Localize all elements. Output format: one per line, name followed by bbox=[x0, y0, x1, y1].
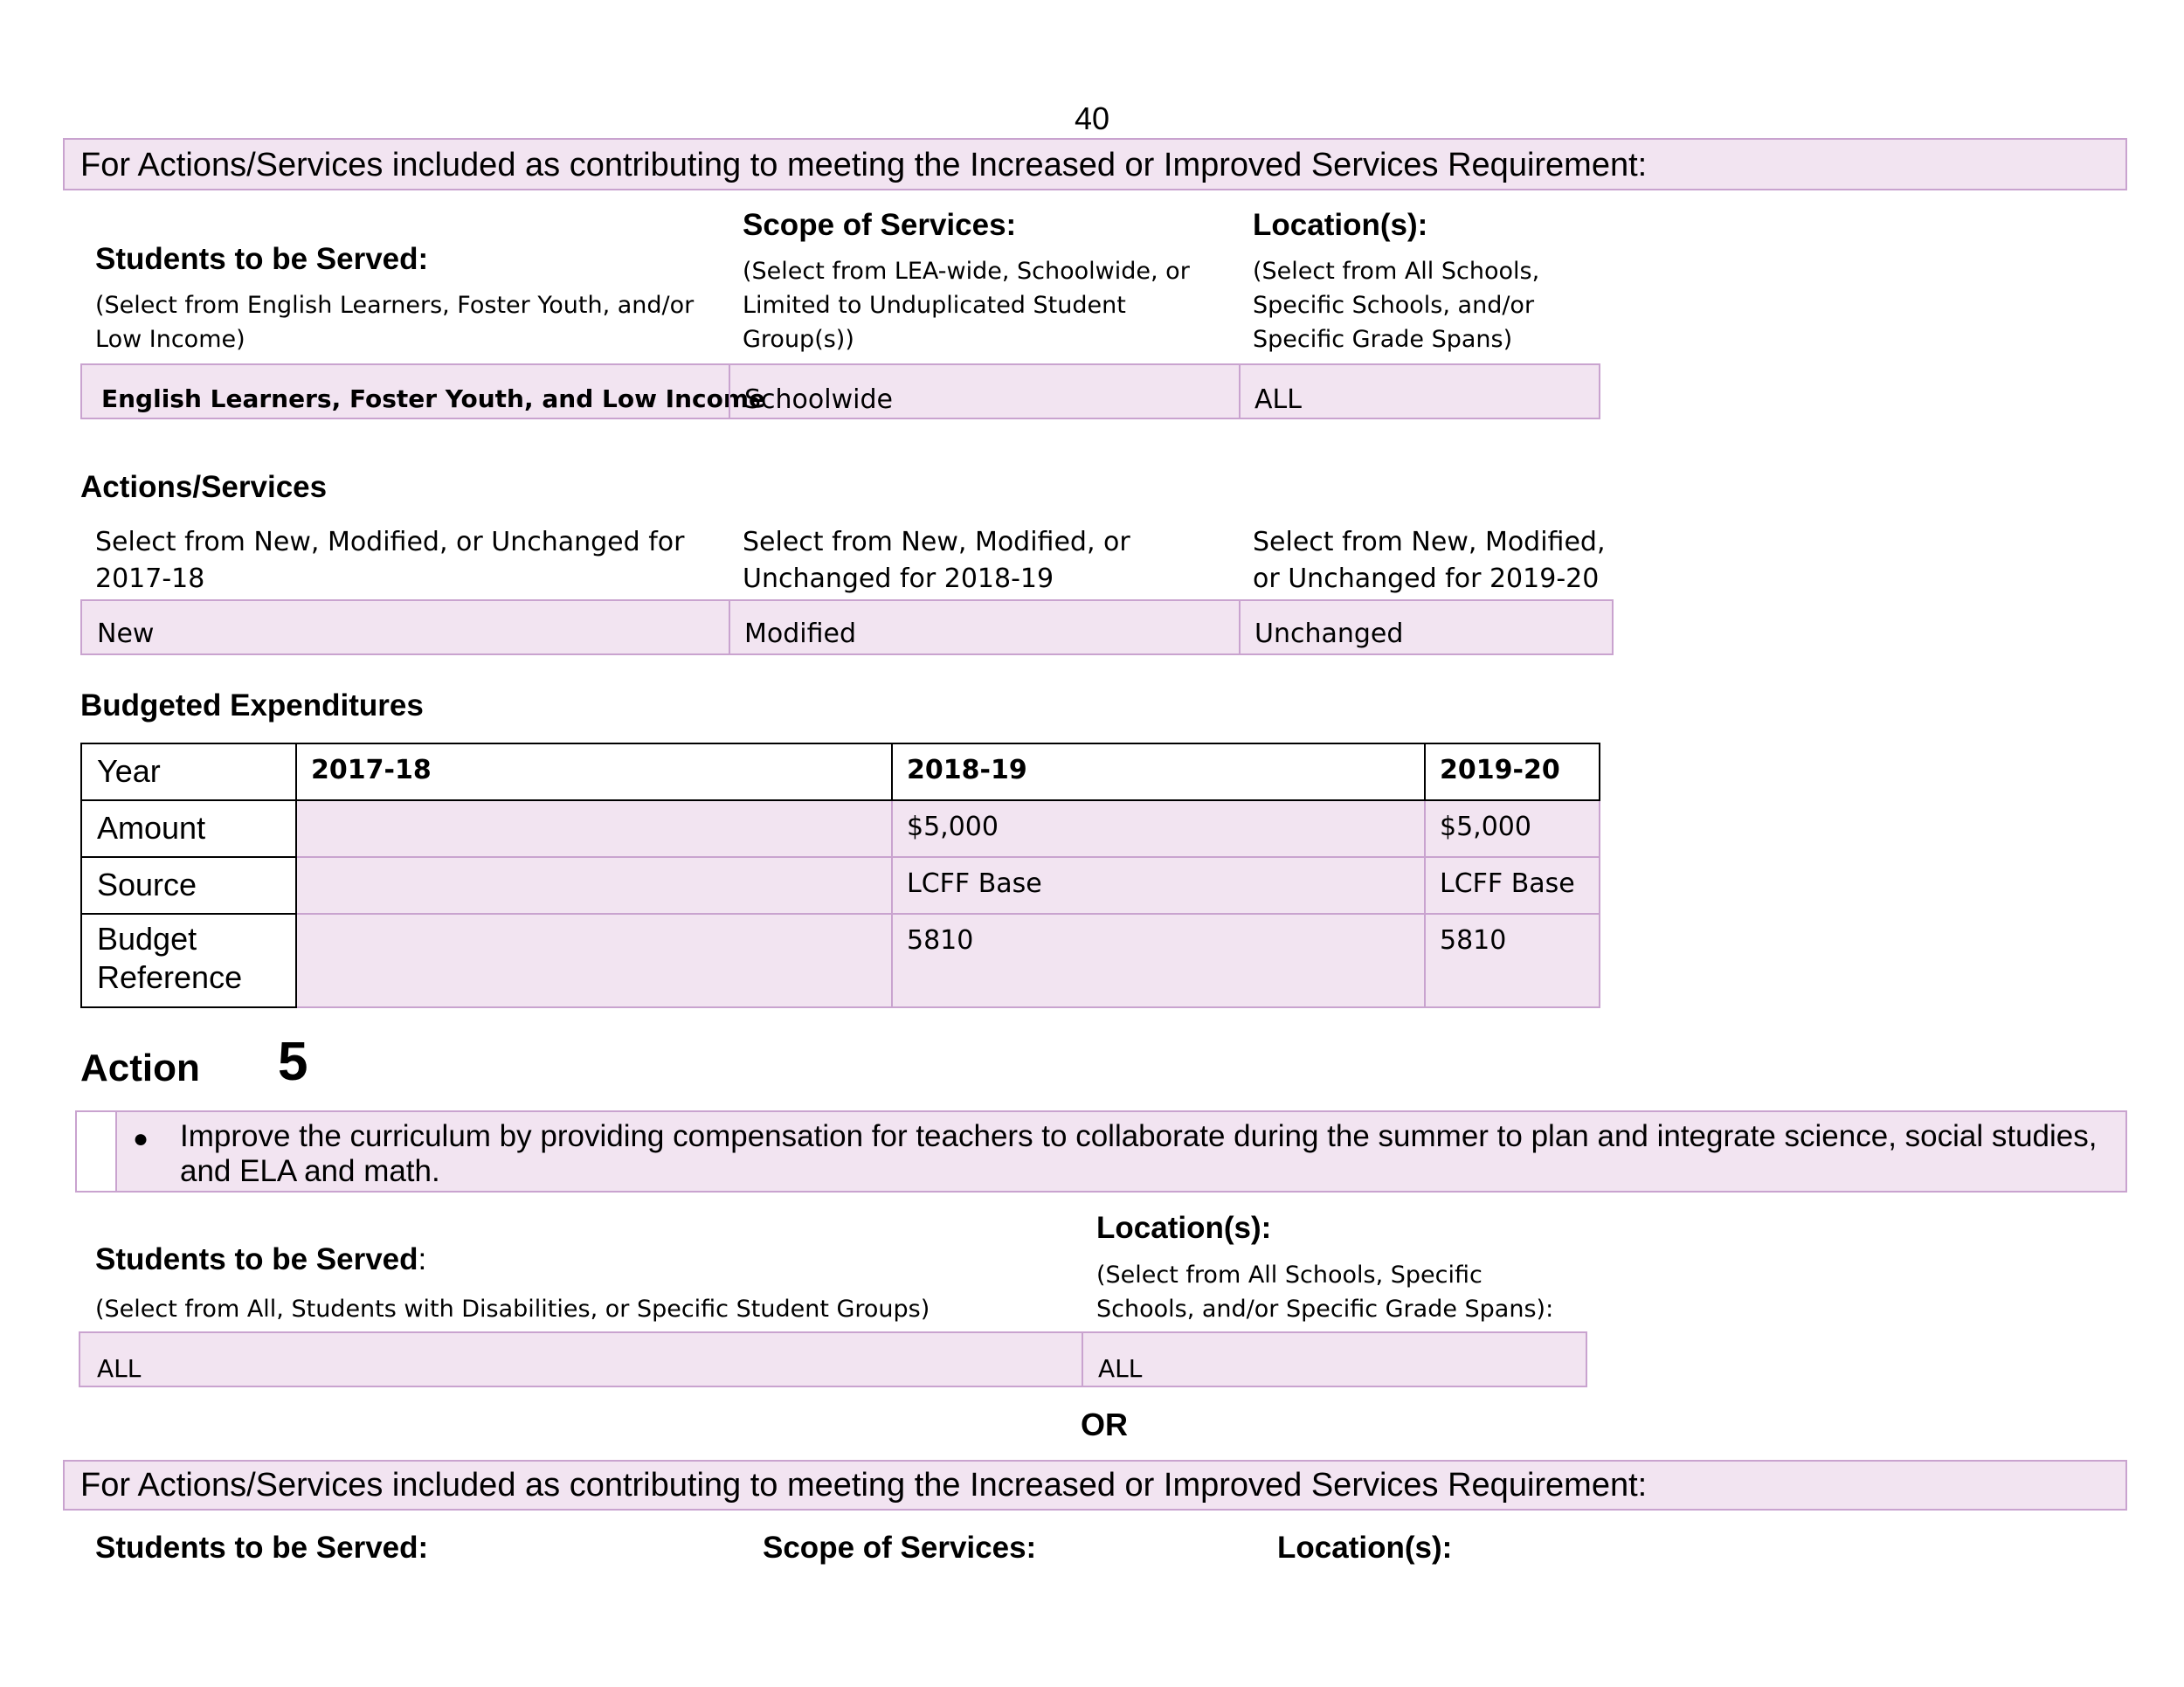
served-values-row-2 bbox=[79, 1331, 1587, 1387]
students-to-be-served-heading: Students to be Served: bbox=[95, 242, 429, 276]
actions-values-row bbox=[80, 599, 1614, 655]
budget-reference-label: Budget Reference bbox=[81, 914, 296, 1007]
contributing-banner-2 bbox=[63, 1460, 2127, 1511]
bullet-icon: ● bbox=[133, 1124, 149, 1153]
contributing-banner bbox=[63, 138, 2127, 190]
amount-label: Amount bbox=[81, 800, 296, 857]
page-number: 40 bbox=[1075, 100, 1110, 136]
banner-text: For Actions/Services included as contributing to meeting the Increased or Improved Services Requirement: bbox=[80, 147, 1648, 183]
action-description[interactable]: Improve the curriculum by providing compensation for teachers to collaborate during the summer to plan and integrate science, social studies, and ELA and math. bbox=[180, 1119, 2098, 1188]
actions-2017-value[interactable]: New bbox=[97, 619, 155, 649]
budget-source-row bbox=[81, 857, 1600, 914]
served-values-row bbox=[80, 363, 1600, 419]
reference-2018[interactable]: 5810 bbox=[892, 914, 1425, 1007]
actions-2017-hint: Select from New, Modified, or Unchanged for 2017-18 bbox=[95, 527, 685, 594]
scope-of-services-heading-3: Scope of Services: bbox=[763, 1531, 1037, 1565]
location-hint: (Select from All Schools, Specific Schools, and/or Specific Grade Spans) bbox=[1253, 258, 1540, 353]
budget-amount-row bbox=[81, 800, 1600, 857]
budget-table bbox=[80, 743, 1600, 1008]
location-heading-2: Location(s): bbox=[1096, 1211, 1272, 1245]
actions-2019-hint: Select from New, Modified, or Unchanged for 2019-20 bbox=[1253, 527, 1606, 594]
year-2017-header: 2017-18 bbox=[296, 743, 892, 800]
source-2018[interactable]: LCFF Base bbox=[892, 857, 1425, 914]
students-served-value-2[interactable]: ALL bbox=[97, 1354, 142, 1383]
students-hint-2: (Select from All, Students with Disabilities, or Specific Student Groups) bbox=[95, 1296, 930, 1323]
year-2019-header: 2019-20 bbox=[1425, 743, 1600, 800]
year-label: Year bbox=[81, 743, 296, 800]
actions-2019-value[interactable]: Unchanged bbox=[1254, 619, 1404, 649]
location-heading: Location(s): bbox=[1253, 208, 1428, 242]
location-heading-3: Location(s): bbox=[1277, 1531, 1453, 1565]
location-value-2[interactable]: ALL bbox=[1098, 1354, 1143, 1383]
scope-value[interactable]: Schoolwide bbox=[744, 384, 893, 415]
students-to-be-served-heading-3: Students to be Served: bbox=[95, 1531, 429, 1565]
budget-reference-row bbox=[81, 914, 1600, 1007]
or-separator: OR bbox=[1081, 1407, 1128, 1442]
scope-hint: (Select from LEA-wide, Schoolwide, or Limited to Unduplicated Student Group(s)) bbox=[743, 258, 1190, 353]
scope-of-services-heading: Scope of Services: bbox=[743, 208, 1017, 242]
source-label: Source bbox=[81, 857, 296, 914]
amount-2017[interactable] bbox=[296, 800, 892, 857]
actions-2018-value[interactable]: Modified bbox=[744, 619, 857, 649]
action-number: 5 bbox=[278, 1032, 308, 1092]
location-value[interactable]: ALL bbox=[1254, 384, 1302, 415]
budget-year-row bbox=[81, 743, 1600, 800]
location-hint-2: (Select from All Schools, Specific Schools, and/or Specific Grade Spans): bbox=[1096, 1262, 1554, 1323]
action-description-box bbox=[75, 1110, 2127, 1193]
amount-2019[interactable]: $5,000 bbox=[1425, 800, 1600, 857]
actions-2018-hint: Select from New, Modified, or Unchanged for 2018-19 bbox=[743, 527, 1130, 594]
source-2019[interactable]: LCFF Base bbox=[1425, 857, 1600, 914]
action-label: Action bbox=[80, 1047, 200, 1089]
banner-text-2: For Actions/Services included as contributing to meeting the Increased or Improved Services Requirement: bbox=[80, 1467, 1648, 1504]
reference-2019[interactable]: 5810 bbox=[1425, 914, 1600, 1007]
students-served-value[interactable]: English Learners, Foster Youth, and Low Income bbox=[101, 384, 766, 413]
year-2018-header: 2018-19 bbox=[892, 743, 1425, 800]
students-hint: (Select from English Learners, Foster Youth, and/or Low Income) bbox=[95, 292, 695, 353]
source-2017[interactable] bbox=[296, 857, 892, 914]
actions-services-heading: Actions/Services bbox=[80, 470, 328, 504]
reference-2017[interactable] bbox=[296, 914, 892, 1007]
amount-2018[interactable]: $5,000 bbox=[892, 800, 1425, 857]
budgeted-expenditures-heading: Budgeted Expenditures bbox=[80, 688, 424, 723]
students-to-be-served-heading-2: Students to be Served: bbox=[95, 1242, 427, 1276]
